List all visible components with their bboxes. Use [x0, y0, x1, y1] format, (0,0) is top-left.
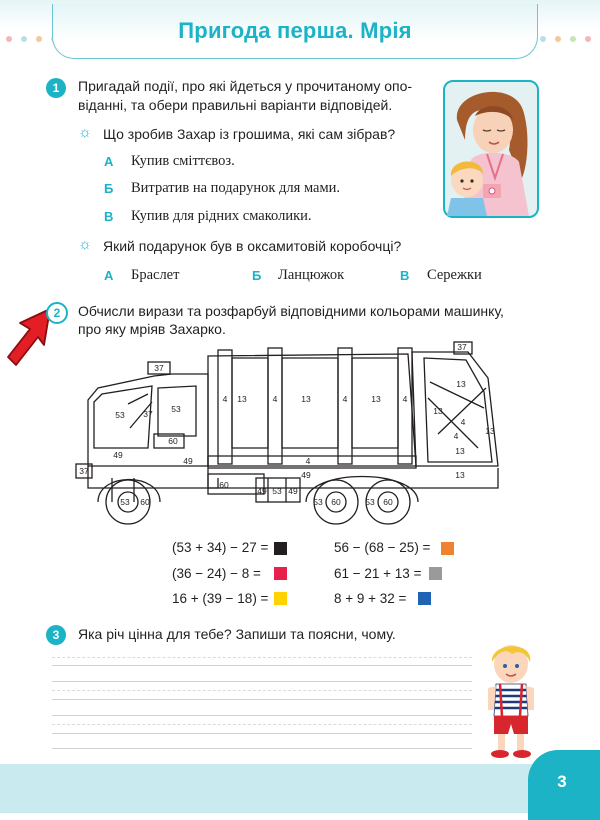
color-swatch-black	[274, 542, 287, 555]
truck-number: 37	[154, 363, 164, 373]
truck-number: 49	[301, 470, 311, 480]
truck-number: 53	[365, 497, 375, 507]
page-number: 3	[557, 772, 567, 791]
option-letter-b: Б	[252, 268, 262, 283]
truck-body	[208, 354, 416, 466]
truck-number: 13	[371, 394, 381, 404]
truck-cab	[88, 374, 208, 466]
truck-number: 4	[342, 394, 348, 404]
truck-number: 53	[115, 410, 125, 420]
truck-number: 37	[79, 466, 89, 476]
truck-number: 13	[455, 470, 465, 480]
expression: (36 − 24) − 8 =	[172, 566, 261, 581]
color-swatch-red	[274, 567, 287, 580]
truck-number: 4	[305, 456, 311, 466]
truck-number: 60	[168, 436, 178, 446]
task-1-number: 1	[46, 78, 66, 98]
truck-number: 53	[171, 404, 181, 414]
truck-number: 49	[257, 486, 267, 496]
task-1-text-line-1: Пригадай події, про які йдеться у прочитаному опо-	[78, 78, 413, 94]
option-v-text[interactable]: Сережки	[427, 267, 482, 283]
truck-number: 4	[272, 394, 278, 404]
truck-number: 13	[456, 379, 466, 389]
truck-number: 53	[272, 486, 282, 496]
task-3-text: Яка річ цінна для тебе? Запиши та поясни, чому.	[78, 626, 396, 642]
boy-illustration	[482, 640, 540, 760]
question-1-text: Що зробив Захар із грошима, які сам зібрав?	[103, 126, 396, 142]
color-swatch-yellow	[274, 592, 287, 605]
expression: 8 + 9 + 32 =	[334, 591, 407, 606]
truck-number: 4	[222, 394, 228, 404]
option-letter-a: А	[104, 154, 114, 169]
truck-number: 13	[433, 406, 443, 416]
page-title: Пригода перша. Мрія	[178, 18, 412, 43]
sun-icon: ☼	[78, 236, 92, 253]
truck-number: 49	[288, 486, 298, 496]
option-letter-v: В	[104, 209, 114, 224]
garbage-truck-coloring[interactable]	[68, 338, 528, 534]
title-tab	[52, 4, 538, 59]
truck-number: 13	[485, 426, 495, 436]
expression: 56 − (68 − 25) =	[334, 540, 431, 555]
truck-number: 49	[183, 456, 193, 466]
truck-number: 60	[140, 497, 150, 507]
task-1-text-line-2: віданні, та обери правильні варіанти відповідей.	[78, 97, 393, 113]
truck-number: 53	[313, 497, 323, 507]
mother-child-illustration	[443, 80, 539, 218]
truck-number: 60	[331, 497, 341, 507]
truck-number: 4	[460, 417, 466, 427]
decorative-dots-right	[540, 36, 591, 44]
expression: 16 + (39 − 18) =	[172, 591, 269, 606]
page-number-tab	[528, 750, 600, 820]
task-2-text-line-2: про яку мріяв Захарко.	[78, 321, 226, 337]
option-letter-v: В	[400, 268, 410, 283]
sun-icon: ☼	[78, 124, 92, 141]
truck-number: 60	[383, 497, 393, 507]
color-swatch-orange	[441, 542, 454, 555]
truck-number: 60	[219, 480, 229, 490]
truck-number: 37	[457, 342, 467, 352]
truck-number: 4	[402, 394, 408, 404]
option-letter-b: Б	[104, 181, 114, 196]
task-2-text-line-1: Обчисли вирази та розфарбуй відповідними кольорами машинку,	[78, 303, 504, 319]
task-3-number: 3	[46, 625, 66, 645]
expression: 61 − 21 + 13 =	[334, 566, 422, 581]
task-2-number: 2	[46, 302, 68, 324]
bottom-band	[0, 764, 600, 813]
option-b-text[interactable]: Витратив на подарунок для мами.	[131, 180, 341, 196]
color-swatch-blue	[418, 592, 431, 605]
truck-number: 13	[301, 394, 311, 404]
truck-number: 4	[453, 431, 459, 441]
truck-number: 13	[237, 394, 247, 404]
expression: (53 + 34) − 27 =	[172, 540, 269, 555]
truck-number: 49	[113, 450, 123, 460]
truck-number: 53	[120, 497, 130, 507]
question-2-text: Який подарунок був в оксамитовій коробочці?	[103, 238, 402, 254]
truck-number: 37	[143, 409, 153, 419]
option-letter-a: А	[104, 268, 114, 283]
option-a-text[interactable]: Браслет	[131, 267, 180, 283]
option-v-text[interactable]: Купив для рідних смаколики.	[131, 208, 312, 224]
option-a-text[interactable]: Купив сміттєвоз.	[131, 153, 235, 169]
truck-number: 13	[455, 446, 465, 456]
option-b-text[interactable]: Ланцюжок	[278, 267, 345, 283]
color-swatch-gray	[429, 567, 442, 580]
